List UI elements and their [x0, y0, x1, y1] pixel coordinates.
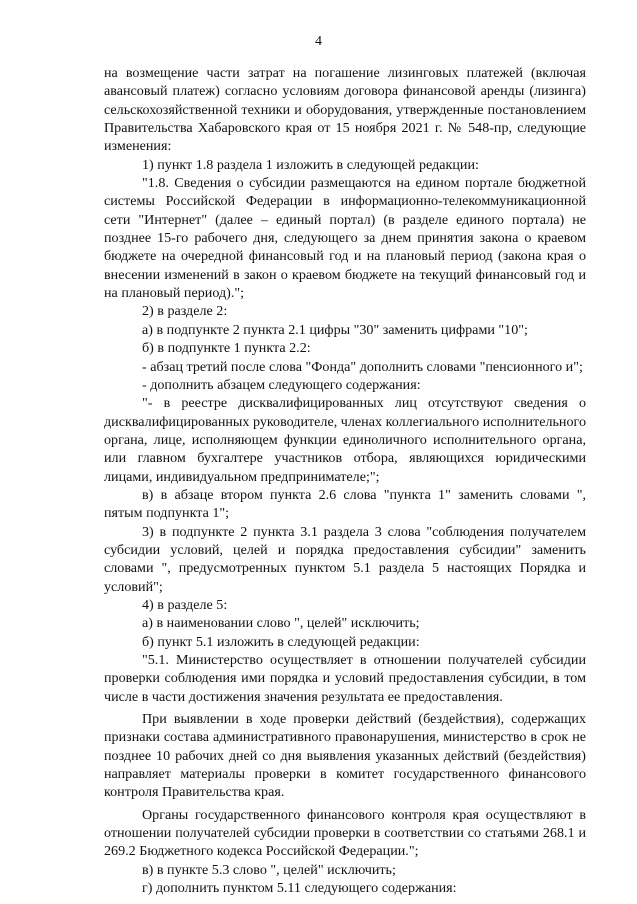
- document-body: [104, 64, 586, 897]
- paragraph: б) пункт 5.1 изложить в следующей редакции:: [142, 633, 420, 650]
- paragraph: 4) в разделе 5:: [142, 596, 228, 613]
- paragraph: 1) пункт 1.8 раздела 1 изложить в следующей редакции:: [142, 156, 479, 173]
- paragraph: - абзац третий после слова "Фонда" дополнить словами "пенсионного и";: [142, 358, 583, 375]
- paragraph: в) в абзаце втором пункта 2.6 слова "пункта 1" заменить словами ", пятым подпункта 1";: [104, 486, 586, 522]
- paragraph: 3) в подпункте 2 пункта 3.1 раздела 3 слова "соблюдения получателем субсидии условий, целей и порядка предоставления субсидии" заменить словами ", предусмотренных пунктом 5.1 раздела 5 настоящих Порядка и условий";: [104, 523, 586, 595]
- paragraph: "5.1. Министерство осуществляет в отношении получателей субсидии проверки соблюдения ими порядка и условий предоставления субсидии, в том числе в части достижения значения результата ее предоставления.: [104, 652, 586, 705]
- paragraph: б) в подпункте 1 пункта 2.2:: [142, 340, 311, 357]
- paragraph: а) в подпункте 2 пункта 2.1 цифры "30" заменить цифрами "10";: [142, 321, 528, 338]
- paragraph: а) в наименовании слово ", целей" исключить;: [142, 615, 420, 632]
- paragraph: "- в реестре дисквалифицированных лиц отсутствуют сведения о дисквалифицированных руководителе, членах коллегиального исполнительного органа, лице, исполняющем функции единоличного исполнительного органа, или главном бухгалтере участников отбора, являющихся юридическими лицами, индивидуальном предпринимателе;";: [104, 395, 586, 485]
- paragraph: "1.8. Сведения о субсидии размещаются на едином портале бюджетной системы Российской Федерации в информационно-телекоммуникационной сети "Интернет" (далее – единый портал) (в разделе единого портала) не позднее 15-го рабочего дня, следующего за днем принятия закона о краевом бюджете на очередной финансовый год и на плановый период (закона края о внесении изменений в закон о краевом бюджете на текущий финансовый год и на плановый период).";: [104, 175, 586, 302]
- paragraph: - дополнить абзацем следующего содержания:: [142, 376, 421, 393]
- paragraph: Органы государственного финансового контроля края осуществляют в отношении получателей субсидии проверки в соответствии со статьями 268.1 и 269.2 Бюджетного кодекса Российской Федерации.";: [104, 806, 586, 860]
- paragraph: При выявлении в ходе проверки действий (бездействия), содержащих признаки состава административного правонарушения, министерство в срок не позднее 10 рабочих дней со дня выявления указанных действий (бездействия) направляет материалы проверки в комитет государственного финансового контроля Правительства края.: [104, 711, 586, 801]
- page-number: 4: [315, 34, 322, 49]
- paragraph: в) в пункте 5.3 слово ", целей" исключить;: [142, 861, 396, 878]
- paragraph: г) дополнить пунктом 5.11 следующего содержания:: [142, 880, 457, 897]
- paragraph: 2) в разделе 2:: [142, 303, 228, 320]
- paragraph: на возмещение части затрат на погашение лизинговых платежей (включая авансовый платеж) согласно условиям договора финансовой аренды (лизинга) сельскохозяйственной техники и оборудования, утвержденные постановлением Правительства Хабаровского края от 15 ноября 2021 г. № 548-пр, следующие изменения:: [104, 65, 586, 155]
